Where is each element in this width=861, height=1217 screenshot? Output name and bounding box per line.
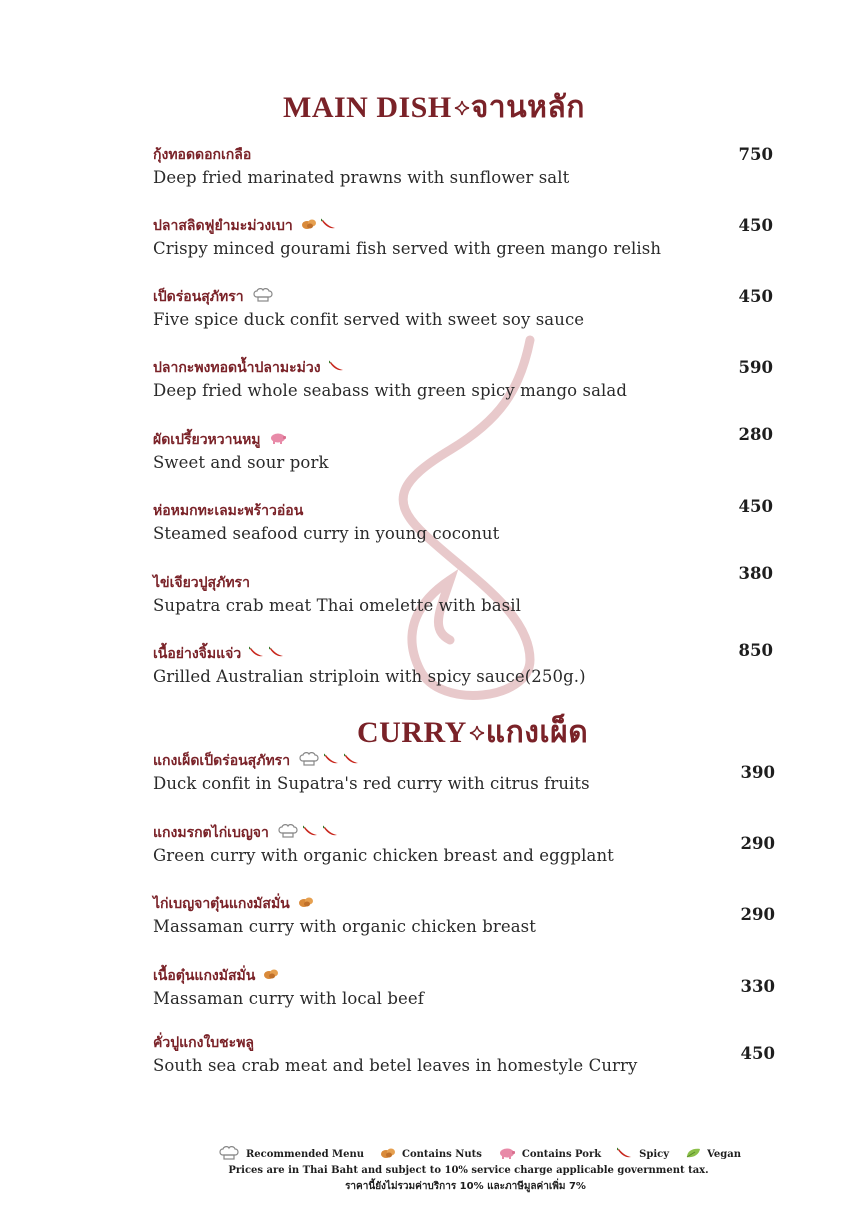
legend-item: [617, 1147, 669, 1162]
legend-label: Contains Pork: [521, 1148, 602, 1160]
diamond-ornament-icon: [469, 725, 485, 741]
menu-item-price: 380: [738, 564, 773, 583]
menu-item-price: 290: [740, 905, 775, 924]
nut-icon: [298, 896, 314, 912]
menu-item-thai-name: [153, 573, 753, 593]
menu-item: [153, 751, 753, 793]
thai-name-text: ห่อหมกทะเลมะพร้าวอ่อน: [153, 503, 304, 519]
menu-item-description: Sweet and sour pork: [153, 453, 329, 472]
menu-item-description: Duck confit in Supatra's red curry with citrus fruits: [153, 774, 590, 793]
menu-item-description: Five spice duck confit served with sweet soy sauce: [153, 310, 585, 329]
menu-item-description: Crispy minced gourami fish served with green mango relish: [153, 239, 662, 258]
thai-name-text: เนื้อย่างจิ้มแจ่ว: [153, 646, 242, 662]
chef-hat-icon: [252, 288, 274, 306]
menu-item-thai-name: [153, 823, 753, 843]
menu-item-price: 290: [740, 834, 775, 853]
menu-item: [153, 966, 753, 1008]
leaf-icon: [685, 1147, 701, 1162]
menu-item-description: Green curry with organic chicken breast and eggplant: [153, 846, 614, 865]
menu-item-description: South sea crab meat and betel leaves in homestyle Curry: [153, 1056, 638, 1075]
menu-item: [153, 145, 753, 187]
chili-icon: [344, 753, 360, 769]
chili-icon: [269, 646, 285, 662]
menu-item-price: 450: [738, 287, 773, 306]
menu-item: [153, 644, 753, 686]
dietary-icons: [277, 824, 339, 842]
menu-item-description: Steamed seafood curry in young coconut: [153, 524, 500, 543]
chef-hat-icon: [277, 824, 299, 842]
chili-icon: [321, 218, 337, 234]
menu-item-price: 390: [740, 763, 775, 782]
menu-item-price: 330: [740, 977, 775, 996]
nut-icon: [380, 1147, 396, 1162]
menu-item-description: Deep fried marinated prawns with sunflower salt: [153, 168, 570, 187]
dietary-icons: [269, 432, 287, 448]
thai-name-text: ไข่เจียวปูสุภัทรา: [153, 575, 250, 591]
price-note-en: Prices are in Thai Baht and subject to 10% service charge applicable government tax.: [228, 1165, 709, 1176]
thai-name-text: ปลาสลิดฟูยำมะม่วงเบา: [153, 218, 293, 234]
section-title-main-dish: [283, 84, 585, 131]
thai-name-text: คั่วปูแกงใบชะพลู: [153, 1035, 255, 1051]
chili-icon: [303, 825, 319, 841]
price-note-th: ราคานี้ยังไม่รวมค่าบริการ 10% และภาษีมูลค่าเพิ่ม 7%: [345, 1181, 586, 1192]
dietary-icons: [329, 360, 345, 376]
menu-item-thai-name: [153, 894, 753, 914]
legend-label: Recommended Menu: [246, 1148, 365, 1160]
section-title-th: จานหลัก: [470, 91, 585, 124]
menu-item: [153, 1033, 753, 1075]
thai-name-text: ผัดเปรี้ยวหวานหมู: [153, 432, 261, 448]
legend-label: Vegan: [707, 1148, 742, 1160]
pork-icon: [498, 1147, 516, 1162]
menu-item-price: 850: [738, 641, 773, 660]
icon-legend: [0, 1146, 861, 1162]
dietary-icons: [298, 752, 360, 770]
legend-label: Contains Nuts: [402, 1148, 482, 1160]
section-title-th: แกงเผ็ด: [485, 716, 589, 749]
diamond-ornament-icon: [454, 100, 470, 116]
menu-item-thai-name: [153, 145, 753, 165]
menu-item: [153, 573, 753, 615]
chili-icon: [249, 646, 265, 662]
menu-item: [153, 501, 753, 543]
menu-item-thai-name: [153, 1033, 753, 1053]
legend-item: [685, 1147, 741, 1162]
dietary-icons: [249, 646, 285, 662]
legend-label: Spicy: [639, 1148, 670, 1160]
chili-icon: [324, 753, 340, 769]
menu-item-thai-name: [153, 216, 753, 236]
thai-name-text: เป็ดร่อนสุภัทรา: [153, 289, 244, 305]
section-title-en: CURRY: [357, 715, 467, 749]
thai-name-text: กุ้งทอดดอกเกลือ: [153, 147, 252, 163]
nut-icon: [263, 968, 279, 984]
legend-item: [380, 1147, 482, 1162]
chef-hat-icon: [218, 1146, 240, 1163]
menu-item-description: Grilled Australian striploin with spicy sauce(250g.): [153, 667, 586, 686]
menu-item-description: Deep fried whole seabass with green spicy mango salad: [153, 381, 628, 400]
dietary-icons: [263, 968, 279, 984]
chef-hat-icon: [298, 752, 320, 770]
menu-item: [153, 287, 753, 329]
menu-item-price: 280: [738, 425, 773, 444]
chili-icon: [617, 1147, 633, 1162]
menu-item-thai-name: [153, 501, 753, 521]
menu-item-thai-name: [153, 644, 753, 664]
menu-item-description: Massaman curry with local beef: [153, 989, 424, 1008]
chili-icon: [323, 825, 339, 841]
menu-item-price: 750: [738, 145, 773, 164]
menu-item-price: 450: [738, 216, 773, 235]
thai-name-text: แกงเผ็ดเป็ดร่อนสุภัทรา: [153, 753, 291, 769]
menu-item-thai-name: [153, 430, 753, 450]
menu-item-price: 450: [740, 1044, 775, 1063]
menu-item-thai-name: [153, 751, 753, 771]
menu-item-price: 590: [738, 358, 773, 377]
menu-item: [153, 894, 753, 936]
dietary-icons: [298, 896, 314, 912]
menu-item-price: 450: [738, 497, 773, 516]
menu-item: [153, 216, 753, 258]
pork-icon: [269, 432, 287, 448]
menu-item: [153, 823, 753, 865]
chili-icon: [329, 360, 345, 376]
menu-item-description: Massaman curry with organic chicken breast: [153, 917, 536, 936]
menu-item: [153, 430, 753, 472]
menu-item-description: Supatra crab meat Thai omelette with basil: [153, 596, 521, 615]
nut-icon: [301, 218, 317, 234]
menu-item-thai-name: [153, 287, 753, 307]
dietary-icons: [252, 288, 274, 306]
section-title-en: MAIN DISH: [283, 90, 452, 124]
menu-item-thai-name: [153, 966, 753, 986]
menu-item-thai-name: [153, 358, 753, 378]
menu-item: [153, 358, 753, 400]
thai-name-text: แกงมรกตไก่เบญจา: [153, 825, 269, 841]
thai-name-text: เนื้อตุ๋นแกงมัสมั่น: [153, 968, 256, 984]
menu-footer: [0, 1146, 861, 1194]
legend-item: [498, 1147, 601, 1162]
dietary-icons: [301, 218, 337, 234]
thai-name-text: ปลากะพงทอดน้ำปลามะม่วง: [153, 360, 321, 376]
legend-item: [218, 1146, 364, 1163]
thai-name-text: ไก่เบญจาตุ๋นแกงมัสมั่น: [153, 896, 290, 912]
section-title-curry: [357, 709, 588, 756]
